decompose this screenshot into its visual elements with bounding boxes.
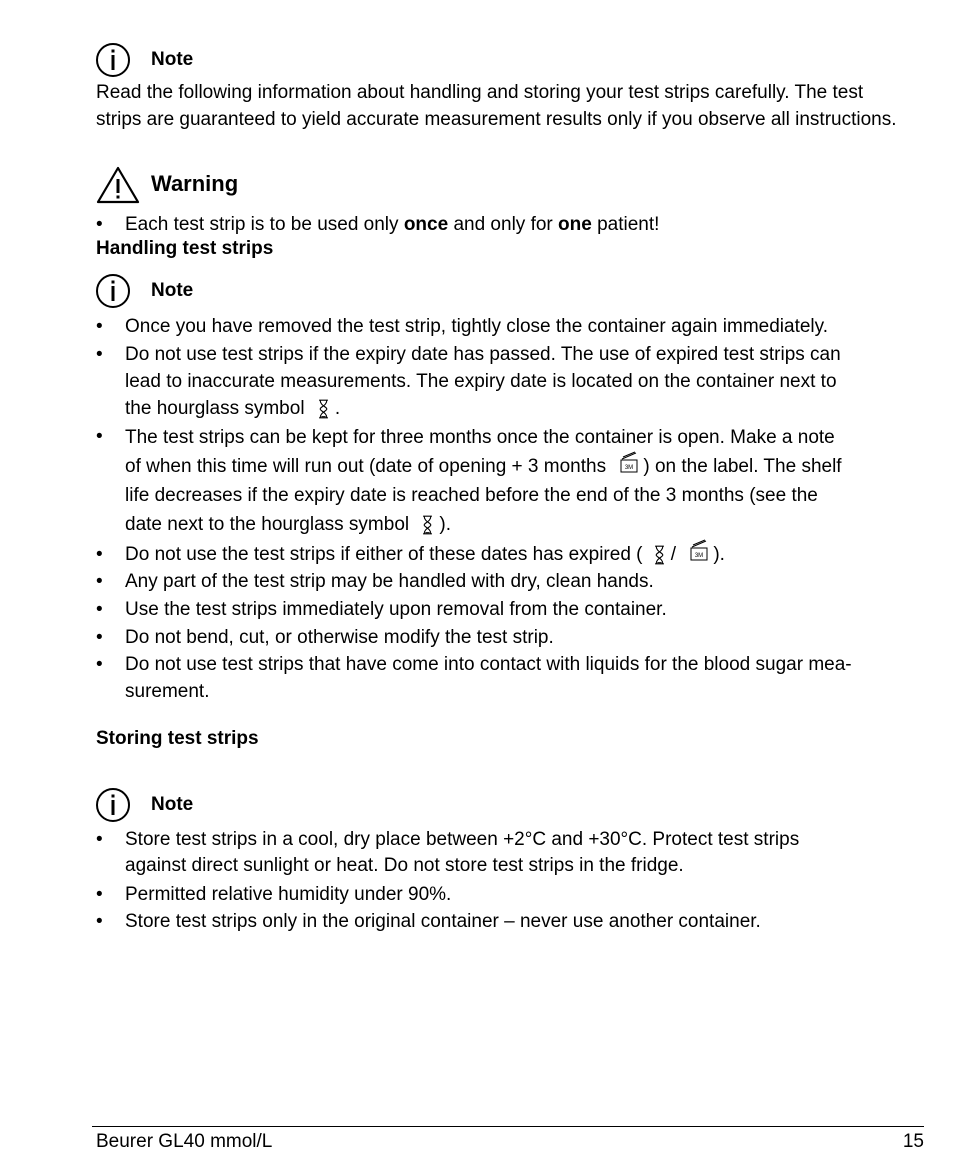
warning-triangle-icon	[96, 166, 140, 204]
hourglass-icon	[422, 515, 433, 535]
bullet-dot: •	[96, 571, 103, 592]
list-item-text: Store test strips in a cool, dry place between +2°C and +30°C. Protect test strips against direct sunlight or heat. Do not store test strips in the fridge.	[125, 829, 800, 876]
bullet-dot: •	[96, 426, 103, 447]
list-item-text: Any part of the test strip may be handled with dry, clean hands.	[125, 571, 654, 592]
bullet-dot: •	[96, 627, 103, 648]
note-paragraph: Read the following information about handling and storing your test strips carefully. The test strips are guaranteed to yield accurate measurement results only if you observe all instructions.	[96, 82, 897, 130]
section-heading-storing: Storing test strips	[96, 728, 259, 749]
list-item-text: Do not use test strips if the expiry date has passed. The use of expired test strips can lead to inaccurate measurements. The expiry date is located on the container next to the hourglass symbol .	[125, 344, 841, 419]
list-item-text: The test strips can be kept for three months once the container is open. Make a note of when this time will run out (date of opening + 3 months ) on the label. The shelf life decreases if the expiry date is reached before the end of the 3 months (see the date next to the hourglass symbol ).	[125, 427, 842, 535]
list-item-text: Do not use test strips that have come into contact with liquids for the blood sugar mea- surement.	[125, 654, 852, 702]
bullet-dot: •	[96, 654, 103, 675]
section-heading-handling: Handling test strips	[96, 238, 274, 259]
info-icon	[95, 273, 131, 309]
bullet-dot: •	[96, 884, 103, 905]
list-item-text: Use the test strips immediately upon removal from the container.	[125, 599, 667, 620]
bullet-dot: •	[96, 911, 103, 932]
warning-label: Warning	[151, 171, 239, 196]
list-item-text: Do not use the test strips if either of these dates has expired ( / ).	[125, 541, 925, 568]
note-label: Note	[151, 794, 194, 815]
info-icon	[95, 42, 131, 78]
list-item-text: Once you have removed the test strip, tightly close the container again immediately.	[125, 316, 829, 337]
bullet-dot: •	[96, 829, 103, 850]
list-item-text: Do not bend, cut, or otherwise modify the test strip.	[125, 627, 554, 648]
list-item-text: Permitted relative humidity under 90%.	[125, 884, 452, 905]
open-container-icon	[617, 451, 641, 475]
footer-rule	[92, 1126, 924, 1127]
note-label: Note	[151, 49, 194, 70]
page-number: 15	[902, 1131, 924, 1152]
bullet-dot: •	[96, 214, 103, 235]
hourglass-icon	[654, 545, 665, 565]
list-item-text: Each test strip is to be used only once and only for one patient!	[125, 214, 660, 235]
bullet-dot: •	[96, 344, 103, 365]
open-container-icon	[687, 539, 711, 563]
hourglass-icon	[318, 399, 329, 419]
footer-product: Beurer GL40 mmol/L	[96, 1131, 273, 1152]
bullet-dot: •	[96, 599, 103, 620]
list-item-text: Store test strips only in the original container – never use another container.	[125, 911, 761, 932]
bullet-dot: •	[96, 316, 103, 337]
note-label: Note	[151, 280, 194, 301]
info-icon	[95, 787, 131, 823]
bullet-dot: •	[96, 544, 103, 565]
